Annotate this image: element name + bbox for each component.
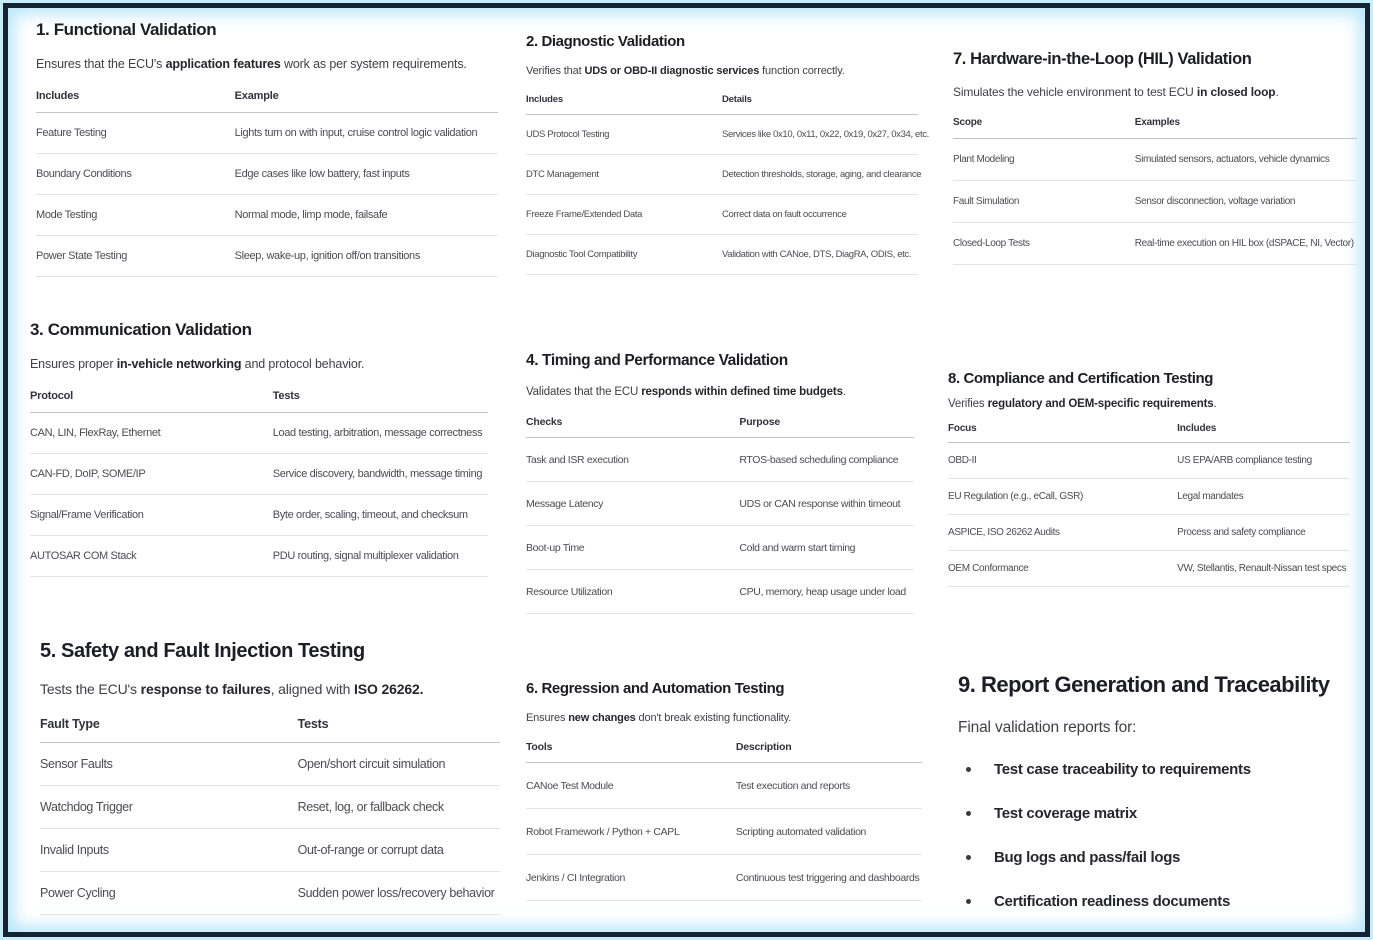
table-row: [40, 786, 500, 829]
list-item: [958, 761, 1360, 778]
data-table: [526, 416, 914, 614]
desc-text: don't break existing functionality.: [635, 712, 792, 724]
table-cell: Simulated sensors, actuators, vehicle dynamics: [1134, 154, 1330, 165]
section-regression-automation: [526, 680, 922, 901]
table-header-row: [948, 423, 1350, 443]
desc-bold: in-vehicle networking: [116, 357, 242, 371]
column-header: Scope: [953, 117, 983, 128]
bullet-icon: [966, 899, 971, 904]
table-cell: Lights turn on with input, cruise control logic validation: [234, 127, 478, 139]
section-description: [526, 65, 918, 77]
report-list: [958, 761, 1360, 910]
table-cell: Correct data on fault occurrence: [722, 209, 847, 220]
column-header: Tests: [297, 717, 329, 731]
column-header: Tools: [526, 741, 553, 753]
section-title: 6. Regression and Automation Testing: [526, 680, 785, 697]
list-item-label: Bug logs and pass/fail logs: [994, 849, 1181, 866]
section-title: 5. Safety and Fault Injection Testing: [40, 640, 365, 662]
list-item: [958, 805, 1360, 822]
table-cell: Byte order, scaling, timeout, and checksum: [272, 509, 468, 521]
table-cell: Boundary Conditions: [36, 168, 132, 180]
table-header-row: [953, 117, 1357, 139]
section-report-generation-traceability: [958, 672, 1360, 937]
table-cell: Services like 0x10, 0x11, 0x22, 0x19, 0x27, 0x34, etc.: [722, 129, 929, 140]
table-cell: Reset, log, or fallback check: [297, 800, 444, 814]
table-row: [953, 139, 1357, 181]
section-description: [40, 681, 500, 697]
bullet-icon: [966, 767, 971, 772]
table-cell: Sleep, wake-up, ignition off/on transitions: [234, 250, 420, 262]
data-table: [526, 94, 929, 275]
column-header: Includes: [1177, 423, 1217, 434]
table-row: [948, 479, 1350, 515]
table-cell: Freeze Frame/Extended Data: [526, 209, 643, 220]
table-cell: CANoe Test Module: [526, 779, 614, 792]
desc-text: work as per system requirements.: [280, 57, 467, 71]
table-row: [30, 454, 488, 495]
table-cell: CPU, memory, heap usage under load: [739, 585, 906, 598]
bullet-icon: [966, 811, 971, 816]
table-cell: Real-time execution on HIL box (dSPACE, NI, Vector): [1134, 238, 1354, 249]
data-table: [30, 390, 488, 577]
column-header: Fault Type: [40, 717, 100, 731]
table-header-row: [36, 90, 498, 113]
table-cell: Fault Simulation: [953, 196, 1020, 207]
table-cell: Invalid Inputs: [40, 843, 109, 857]
table-row: [948, 443, 1350, 479]
desc-text: Ensures proper: [30, 357, 117, 371]
table-row: [526, 155, 922, 195]
column-header: Protocol: [30, 390, 74, 402]
table-header-row: [30, 390, 488, 413]
desc-bold: in closed loop: [1196, 85, 1276, 99]
desc-text: Ensures that the ECU's: [36, 57, 166, 71]
data-table: [36, 90, 498, 277]
section-title: 3. Communication Validation: [30, 320, 252, 339]
table-row: [36, 236, 498, 277]
table-cell: Sudden power loss/recovery behavior: [297, 886, 495, 900]
section-hil-validation: [953, 50, 1357, 265]
table-cell: Detection thresholds, storage, aging, and clearance: [722, 169, 922, 180]
desc-bold: regulatory and OEM-specific requirements: [987, 398, 1214, 410]
section-title: 1. Functional Validation: [36, 20, 217, 39]
section-timing-performance-validation: [526, 352, 914, 614]
table-cell: Process and safety compliance: [1177, 527, 1306, 538]
list-item-label: Test coverage matrix: [994, 805, 1137, 822]
desc-text: .: [1275, 85, 1279, 99]
section-title: 4. Timing and Performance Validation: [526, 352, 788, 369]
table-row: [526, 195, 918, 235]
section-diagnostic-validation: [526, 33, 929, 275]
table-row: [953, 181, 1357, 223]
section-description: [958, 719, 1360, 737]
data-table: [953, 117, 1357, 265]
table-row: [948, 515, 1350, 551]
section-functional-validation: [36, 20, 498, 277]
table-row: [30, 536, 488, 577]
table-row: [526, 763, 922, 809]
table-cell: UDS or CAN response within timeout: [739, 497, 901, 510]
column-header: Details: [722, 94, 752, 105]
desc-text: and protocol behavior.: [241, 357, 365, 371]
desc-bold: application features: [165, 57, 281, 71]
table-cell: UDS Protocol Testing: [526, 129, 610, 140]
table-row: [36, 195, 498, 236]
table-header-row: [526, 94, 918, 115]
table-row: [30, 413, 488, 454]
table-cell: Edge cases like low battery, fast inputs: [234, 168, 410, 180]
data-table: [40, 717, 500, 915]
table-row: [30, 495, 488, 536]
desc-text: .: [1213, 398, 1217, 410]
table-cell: Signal/Frame Verification: [30, 509, 144, 521]
table-row: [526, 438, 914, 482]
section-compliance-certification: [948, 370, 1350, 587]
table-cell: Test execution and reports: [735, 779, 850, 792]
table-row: [526, 526, 914, 570]
table-cell: AUTOSAR COM Stack: [30, 550, 137, 562]
desc-bold: ISO 26262.: [354, 681, 424, 697]
table-cell: Robot Framework / Python + CAPL: [526, 825, 680, 838]
table-cell: Mode Testing: [36, 209, 98, 221]
bullet-icon: [966, 855, 971, 860]
section-description: [526, 712, 922, 724]
table-cell: VW, Stellantis, Renault-Nissan test specs: [1177, 563, 1347, 574]
table-cell: Normal mode, limp mode, failsafe: [234, 209, 388, 221]
desc-bold: responds within defined time budgets: [641, 386, 843, 398]
list-item: [958, 893, 1360, 910]
table-cell: Validation with CANoe, DTS, DiagRA, ODIS, etc.: [722, 249, 912, 260]
table-row: [526, 570, 914, 614]
section-description: [948, 398, 1350, 410]
section-communication-validation: [30, 320, 488, 577]
column-header: Examples: [1134, 117, 1180, 128]
table-cell: Power State Testing: [36, 250, 127, 262]
table-row: [526, 115, 929, 155]
section-title: 9. Report Generation and Traceability: [958, 672, 1330, 697]
table-header-row: [526, 416, 914, 438]
column-header: Description: [735, 741, 792, 753]
column-header: Example: [234, 90, 279, 102]
table-cell: EU Regulation (e.g., eCall, GSR): [948, 491, 1083, 502]
section-description: [526, 386, 914, 398]
data-table: [526, 741, 922, 901]
column-header: Purpose: [739, 416, 781, 428]
desc-text: Ensures: [526, 712, 569, 724]
table-cell: OEM Conformance: [948, 563, 1029, 574]
table-header-row: [526, 741, 922, 763]
table-cell: Sensor Faults: [40, 757, 113, 771]
desc-text: Validates that the ECU: [526, 386, 642, 398]
table-cell: Resource Utilization: [526, 585, 613, 598]
table-cell: RTOS-based scheduling compliance: [739, 453, 899, 466]
table-cell: PDU routing, signal multiplexer validation: [272, 550, 459, 562]
column-header: Includes: [526, 94, 563, 105]
table-cell: Feature Testing: [36, 127, 107, 139]
table-row: [526, 235, 918, 275]
table-row: [40, 872, 500, 915]
table-header-row: [40, 717, 500, 743]
table-row: [40, 743, 500, 786]
section-description: [36, 57, 498, 71]
table-cell: Message Latency: [526, 497, 604, 510]
data-table: [948, 423, 1350, 587]
table-cell: Diagnostic Tool Compatibility: [526, 249, 638, 260]
list-item-label: Test case traceability to requirements: [994, 761, 1251, 778]
table-cell: Continuous test triggering and dashboards: [735, 871, 920, 884]
list-item-label: Certification readiness documents: [994, 893, 1230, 910]
column-header: Includes: [36, 90, 80, 102]
desc-text: Tests the ECU's: [40, 681, 141, 697]
column-header: Tests: [272, 390, 300, 402]
table-cell: US EPA/ARB compliance testing: [1177, 455, 1312, 466]
table-cell: Power Cycling: [40, 886, 116, 900]
table-cell: Open/short circuit simulation: [297, 757, 446, 771]
table-cell: Legal mandates: [1177, 491, 1244, 502]
section-description: [953, 85, 1357, 99]
table-cell: Service discovery, bandwidth, message timing: [272, 468, 483, 480]
desc-text: Final validation reports for:: [958, 719, 1137, 736]
table-row: [953, 223, 1357, 265]
table-cell: Out-of-range or corrupt data: [297, 843, 444, 857]
table-cell: Plant Modeling: [953, 154, 1015, 165]
desc-text: , aligned with: [270, 681, 355, 697]
table-row: [526, 855, 922, 901]
section-title: 8. Compliance and Certification Testing: [948, 370, 1213, 387]
table-cell: DTC Management: [526, 169, 599, 180]
desc-bold: response to failures: [140, 681, 271, 697]
section-title: 2. Diagnostic Validation: [526, 33, 685, 50]
desc-bold: new changes: [568, 712, 636, 724]
table-row: [526, 809, 922, 855]
desc-text: Simulates the vehicle environment to test ECU: [953, 85, 1197, 99]
table-cell: Jenkins / CI Integration: [526, 871, 625, 884]
table-cell: Load testing, arbitration, message correctness: [272, 427, 483, 439]
desc-text: function correctly.: [759, 65, 845, 77]
table-row: [36, 113, 498, 154]
table-cell: OBD-II: [948, 455, 977, 466]
table-cell: ASPICE, ISO 26262 Audits: [948, 527, 1060, 538]
table-row: [526, 482, 914, 526]
table-cell: CAN, LIN, FlexRay, Ethernet: [30, 427, 161, 439]
list-item: [958, 849, 1360, 866]
desc-text: Verifies that: [526, 65, 585, 77]
table-cell: CAN-FD, DoIP, SOME/IP: [30, 468, 146, 480]
section-description: [30, 357, 488, 371]
column-header: Focus: [948, 423, 977, 434]
table-cell: Cold and warm start timing: [739, 541, 856, 554]
table-row: [36, 154, 498, 195]
section-title: 7. Hardware-in-the-Loop (HIL) Validation: [953, 50, 1252, 68]
table-row: [40, 829, 500, 872]
column-header: Checks: [526, 416, 563, 428]
section-safety-fault-injection: [40, 640, 500, 915]
table-cell: Boot-up Time: [526, 541, 585, 554]
table-cell: Watchdog Trigger: [40, 800, 133, 814]
desc-bold: UDS or OBD-II diagnostic services: [584, 65, 760, 77]
table-cell: Closed-Loop Tests: [953, 238, 1030, 249]
table-row: [948, 551, 1350, 587]
desc-text: .: [842, 386, 846, 398]
desc-text: Verifies: [948, 398, 988, 410]
table-cell: Task and ISR execution: [526, 453, 629, 466]
table-cell: Scripting automated validation: [735, 825, 867, 838]
table-cell: Sensor disconnection, voltage variation: [1134, 196, 1296, 207]
